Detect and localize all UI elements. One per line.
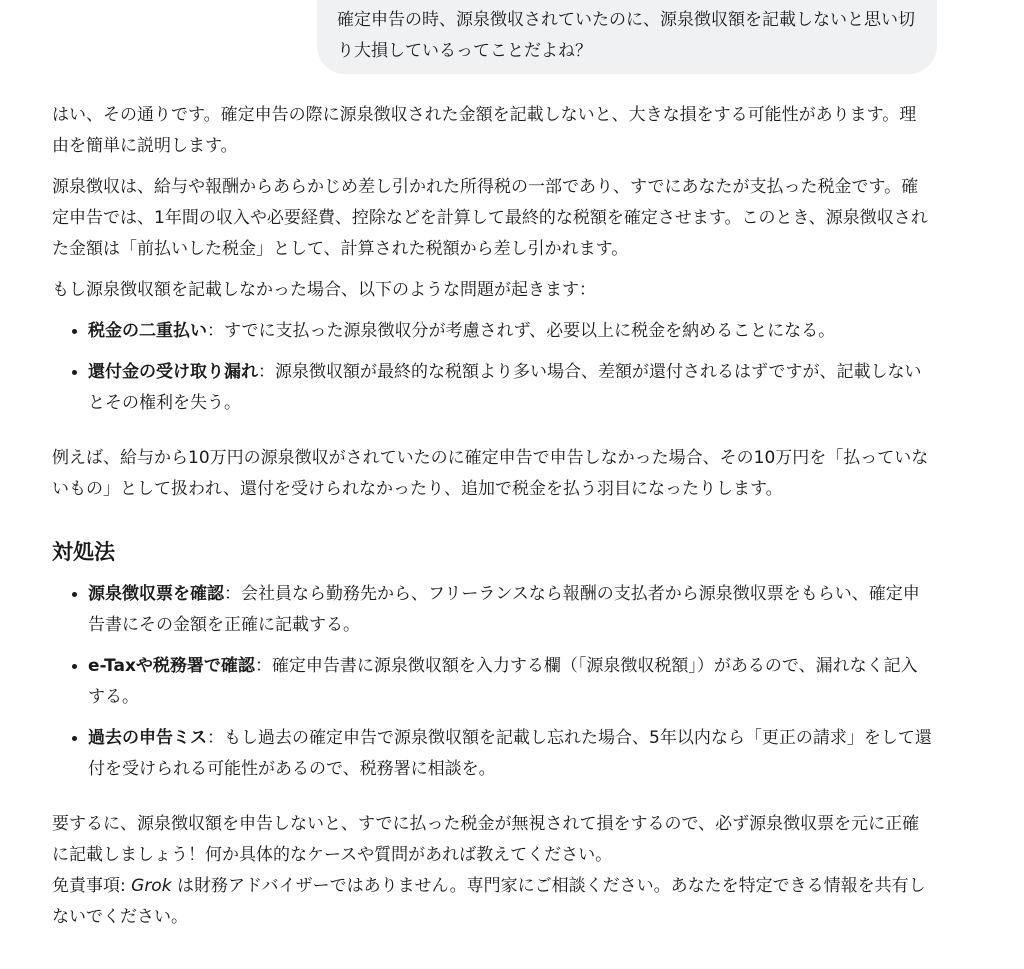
list-item	[88, 357, 932, 419]
problems-lead: もし源泉徴収額を記載しなかった場合、以下のような問題が起きます：	[52, 280, 596, 300]
list-item	[88, 579, 932, 641]
section-heading: 対処法	[52, 540, 115, 564]
solution-title: 源泉徴収票を確認	[88, 584, 224, 604]
disclaimer-label: 免責事項:	[52, 876, 132, 896]
list-item	[88, 723, 932, 785]
disclaimer-text: は財務アドバイザーではありません。専門家にご相談ください。あなたを特定できる情報を共有しないでください。	[52, 876, 926, 927]
solution-text: ：もし過去の確定申告で源泉徴収額を記載し忘れた場合、5年以内なら「更正の請求」をして還付を受けられる可能性があるので、税務署に相談を。	[88, 728, 932, 779]
assistant-response	[52, 100, 932, 933]
problems-list	[52, 316, 932, 419]
user-message-text: 確定申告の時、源泉徴収されていたのに、源泉徴収額を記載しないと思い切り大損しているってことだよね？	[337, 10, 915, 61]
solution-text: ：会社員なら勤務先から、フリーランスなら報酬の支払者から源泉徴収票をもらい、確定申告書にその金額を正確に記載する。	[88, 584, 920, 635]
problem-text: ：源泉徴収額が最終的な税額より多い場合、差額が還付されるはずですが、記載しないとその権利を失う。	[88, 362, 922, 413]
list-item	[88, 651, 932, 713]
user-message-bubble	[317, 0, 937, 74]
solution-text: ：確定申告書に源泉徴収額を入力する欄（「源泉徴収税額」）があるので、漏れなく記入する。	[88, 656, 918, 707]
problem-title: 還付金の受け取り漏れ	[88, 362, 258, 382]
response-intro: はい、その通りです。確定申告の際に源泉徴収された金額を記載しないと、大きな損をする可能性があります。理由を簡単に説明します。	[52, 105, 917, 156]
response-example: 例えば、給与から10万円の源泉徴収がされていたのに確定申告で申告しなかった場合、その10万円を「払っていないもの」として扱われ、還付を受けられなかったり、追加で税金を払う羽目になったりします。	[52, 448, 929, 499]
disclaimer-name: Grok	[131, 876, 172, 896]
solution-title: 過去の申告ミス	[88, 728, 207, 748]
solutions-list	[52, 579, 932, 785]
response-conclusion: 要するに、源泉徴収額を申告しないと、すでに払った税金が無視されて損をするので、必ず源泉徴収票を元に正確に記載しましょう！何か具体的なケースや質問があれば教えてください。	[52, 814, 920, 865]
disclaimer	[52, 871, 932, 933]
problem-text: ：すでに支払った源泉徴収分が考慮されず、必要以上に税金を納めることになる。	[207, 321, 836, 341]
list-item	[88, 316, 932, 347]
response-explanation: 源泉徴収は、給与や報酬からあらかじめ差し引かれた所得税の一部であり、すでにあなたが支払った税金です。確定申告では、1年間の収入や必要経費、控除などを計算して最終的な税額を確定させます。このとき、源泉徴収された金額は「前払いした税金」として、計算された税額から差し引かれます。	[52, 177, 928, 259]
spacer	[52, 429, 932, 443]
problem-title: 税金の二重払い	[88, 321, 207, 341]
spacer	[52, 795, 932, 809]
solution-title: e-Taxや税務署で確認	[88, 656, 255, 676]
